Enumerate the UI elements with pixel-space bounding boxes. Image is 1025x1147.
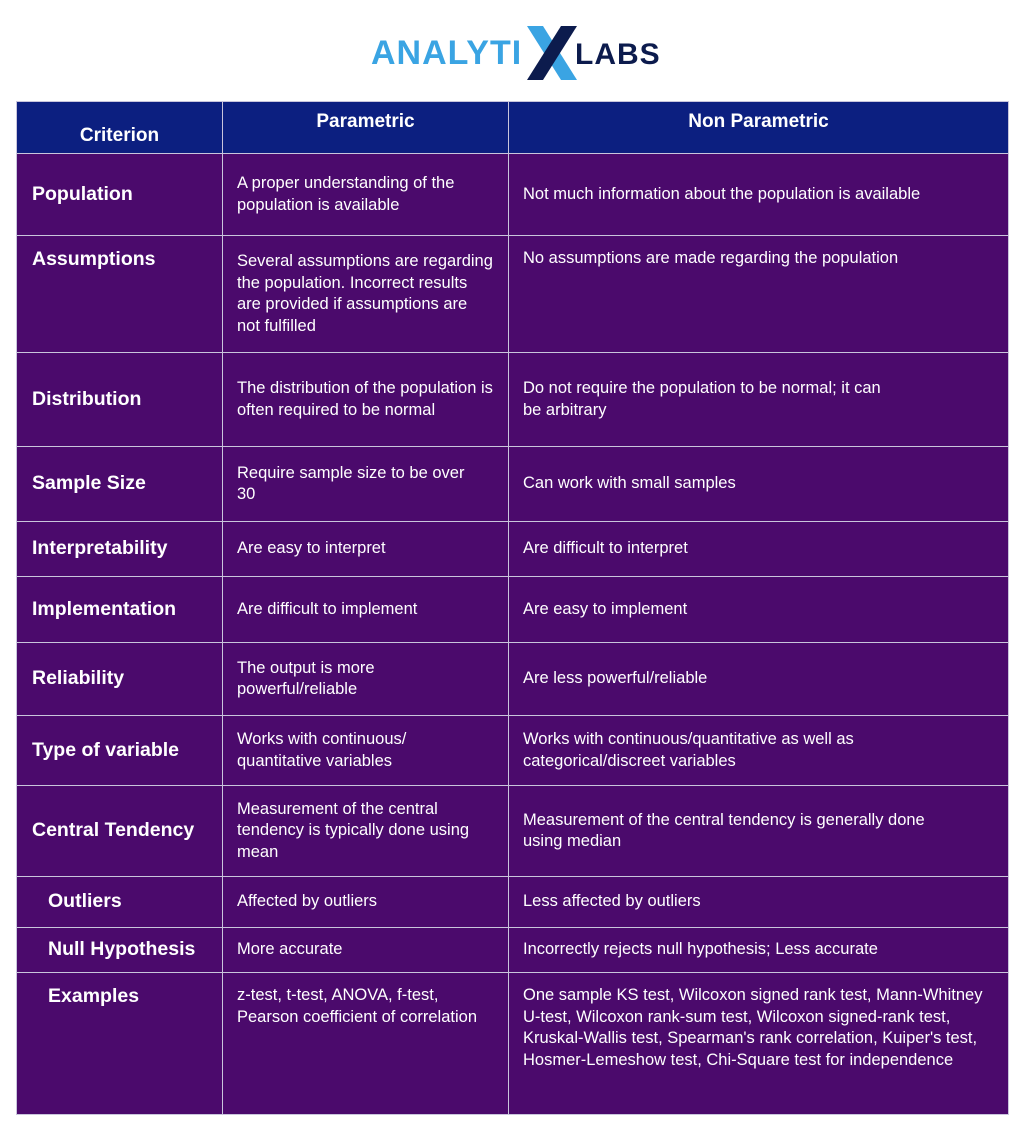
row-non-parametric: Are easy to implement [509,577,1009,643]
comparison-table [16,101,1009,1115]
row-non-parametric: Not much information about the population is available [509,154,1009,236]
row-criterion: Interpretability [17,522,223,577]
row-criterion: Reliability [17,643,223,716]
comparison-table-container [16,101,1008,1115]
table-row [17,973,1009,1115]
row-parametric: More accurate [223,928,509,973]
row-criterion: Null Hypothesis [17,928,223,973]
row-non-parametric: Measurement of the central tendency is generally done using median [509,786,1009,877]
row-parametric: The distribution of the population is often required to be normal [223,353,509,447]
row-non-parametric: Can work with small samples [509,447,1009,522]
row-non-parametric: No assumptions are made regarding the population [509,236,1009,353]
header-non-parametric: Non Parametric [509,102,1009,154]
analytixlabs-logo [0,18,1025,88]
table-row [17,353,1009,447]
table-row [17,522,1009,577]
header-row [17,102,1009,154]
row-non-parametric: Works with continuous/quantitative as well as categorical/discreet variables [509,716,1009,786]
row-parametric: A proper understanding of the population is available [223,154,509,236]
row-criterion: Type of variable [17,716,223,786]
logo-graphic [363,18,663,88]
header-parametric: Parametric [223,102,509,154]
row-parametric: Are difficult to implement [223,577,509,643]
row-criterion: Examples [17,973,223,1115]
table-row [17,877,1009,928]
row-criterion: Distribution [17,353,223,447]
row-non-parametric: One sample KS test, Wilcoxon signed rank test, Mann-Whitney U-test, Wilcoxon rank-sum test, Wilcoxon signed-rank test, Kruskal-Wallis test, Spearman's rank correlation, Kuiper's test, Hosmer-Lemeshow test, Chi-Square test for independence [509,973,1009,1115]
header-criterion: Criterion [17,102,223,154]
row-parametric: Are easy to interpret [223,522,509,577]
row-non-parametric: Are difficult to interpret [509,522,1009,577]
table-row [17,928,1009,973]
row-criterion: Implementation [17,577,223,643]
logo-right-text: LABS [574,38,661,71]
table-row [17,716,1009,786]
row-criterion: Outliers [17,877,223,928]
row-criterion: Population [17,154,223,236]
logo-x-letter: X [362,18,364,19]
row-non-parametric: Do not require the population to be normal; it can be arbitrary [509,353,1009,447]
table-row [17,447,1009,522]
row-criterion: Assumptions [17,236,223,353]
table-row [17,643,1009,716]
row-non-parametric: Less affected by outliers [509,877,1009,928]
row-non-parametric: Are less powerful/reliable [509,643,1009,716]
row-parametric: Several assumptions are regarding the population. Incorrect results are provided if assumptions are not fulfilled [223,236,509,353]
table-row [17,236,1009,353]
row-parametric: Affected by outliers [223,877,509,928]
row-criterion: Sample Size [17,447,223,522]
row-parametric: z-test, t-test, ANOVA, f-test, Pearson coefficient of correlation [223,973,509,1115]
table-row [17,154,1009,236]
row-parametric: Measurement of the central tendency is typically done using mean [223,786,509,877]
table-row [17,577,1009,643]
logo-left-text: ANALYTI [370,34,522,72]
row-parametric: Require sample size to be over 30 [223,447,509,522]
table-row [17,786,1009,877]
row-non-parametric: Incorrectly rejects null hypothesis; Less accurate [509,928,1009,973]
row-parametric: Works with continuous/ quantitative variables [223,716,509,786]
row-criterion: Central Tendency [17,786,223,877]
row-parametric: The output is more powerful/reliable [223,643,509,716]
